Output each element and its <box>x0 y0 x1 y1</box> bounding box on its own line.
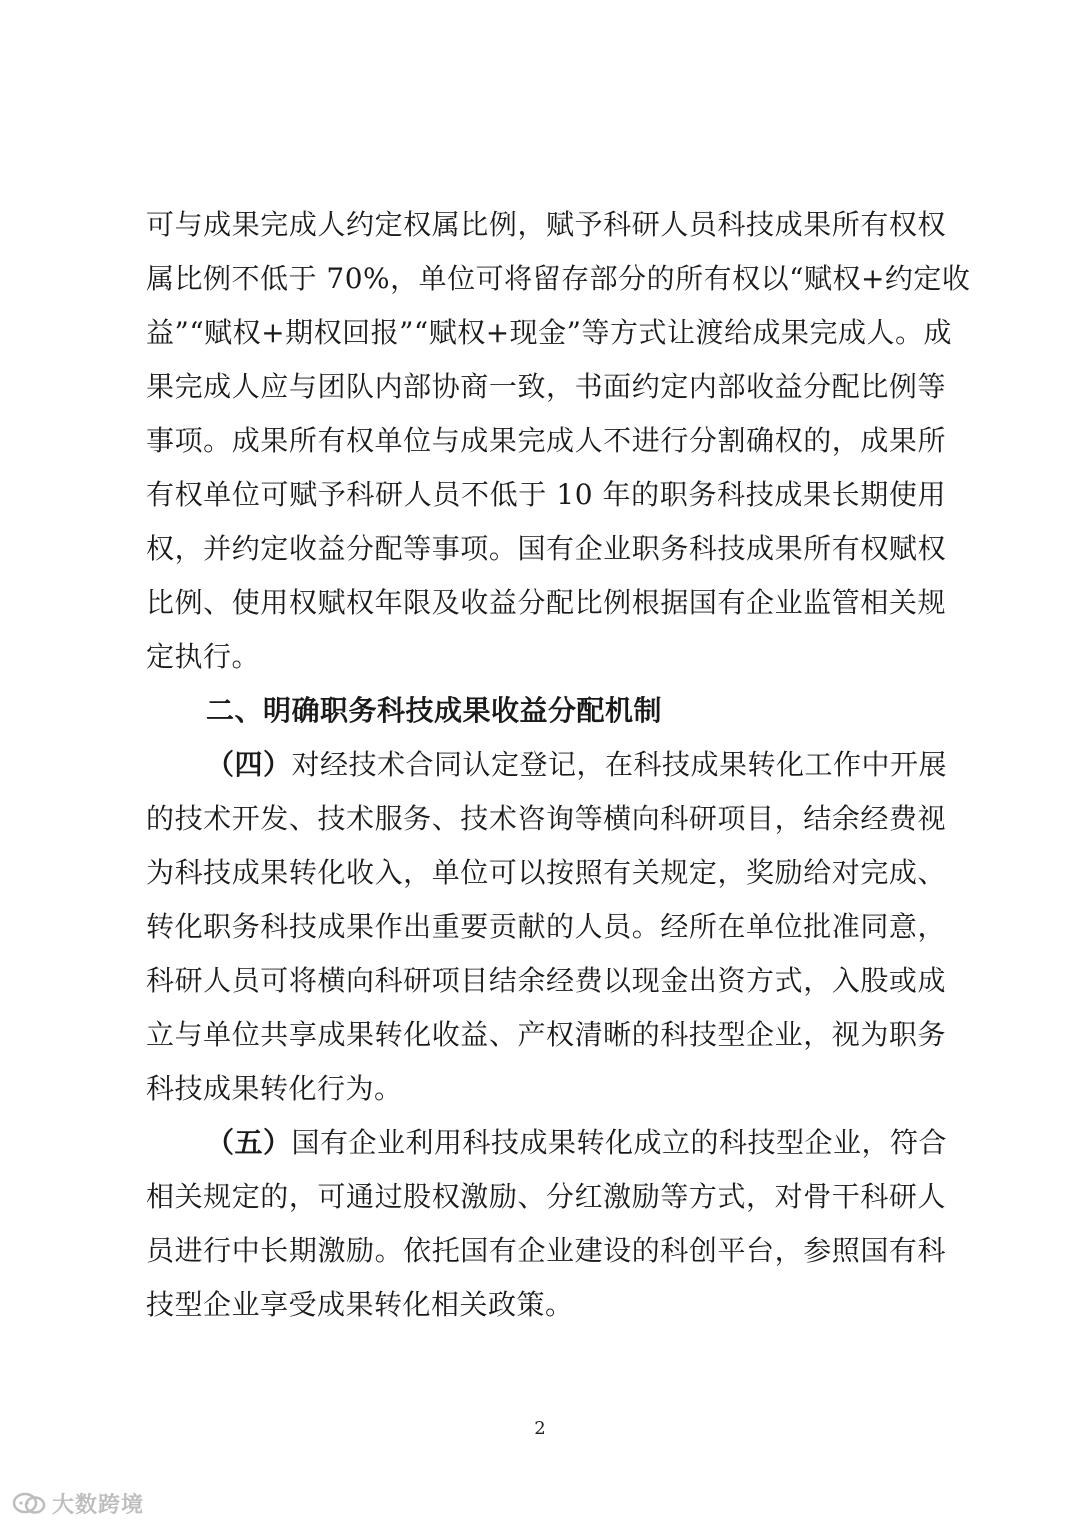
paragraph-first-line <box>146 1116 946 1170</box>
document-body <box>146 198 971 1332</box>
watermark-text: 大数跨境 <box>52 1493 145 1518</box>
paragraph-line: 定执行。 <box>146 640 261 673</box>
paragraph-line: 属比例不低于 70%，单位可将留存部分的所有权以“赋权+约定收 <box>146 262 971 295</box>
paragraph-line: 益”“赋权+期权回报”“赋权+现金”等方式让渡给成果完成人。成 <box>146 316 952 349</box>
paragraph-line: 技型企业享受成果转化相关政策。 <box>146 1288 574 1321</box>
paragraph-line: 有权单位可赋予科研人员不低于 10 年的职务科技成果长期使用 <box>146 478 946 511</box>
paragraph-line: 权，并约定收益分配等事项。国有企业职务科技成果所有权赋权 <box>146 532 946 565</box>
paragraph-line: 可与成果完成人约定权属比例，赋予科研人员科技成果所有权权 <box>146 208 946 241</box>
paragraph-line: 立与单位共享成果转化收益、产权清晰的科技型企业，视为职务 <box>146 1018 946 1051</box>
paragraph-line: 比例、使用权赋权年限及收益分配比例根据国有企业监管相关规 <box>146 586 946 619</box>
paragraph-line: 事项。成果所有权单位与成果完成人不进行分割确权的，成果所 <box>146 424 946 457</box>
watermark <box>12 1488 144 1519</box>
paragraph-line: 相关规定的，可通过股权激励、分红激励等方式，对骨干科研人 <box>146 1180 946 1213</box>
paragraph-text: 对经技术合同认定登记，在科技成果转化工作中开展 <box>291 748 948 781</box>
paragraph-line: 科研人员可将横向科研项目结余经费以现金出资方式，入股或成 <box>146 964 946 997</box>
paragraph-first-line <box>146 738 946 792</box>
paragraph-text: 国有企业利用科技成果转化成立的科技型企业，符合 <box>291 1126 948 1159</box>
item-number-four: （四） <box>206 748 292 781</box>
paragraph-line: 科技成果转化行为。 <box>146 1072 403 1105</box>
paragraph-line: 转化职务科技成果作出重要贡献的人员。经所在单位批准同意， <box>146 910 946 943</box>
section-heading: 二、明确职务科技成果收益分配机制 <box>206 694 663 727</box>
paragraph-line: 为科技成果转化收入，单位可以按照有关规定，奖励给对完成、 <box>146 856 946 889</box>
paragraph-line: 员进行中长期激励。依托国有企业建设的科创平台，参照国有科 <box>146 1234 946 1267</box>
paragraph-line: 果完成人应与团队内部协商一致，书面约定内部收益分配比例等 <box>146 370 946 403</box>
paragraph-line: 的技术开发、技术服务、技术咨询等横向科研项目，结余经费视 <box>146 802 946 835</box>
page-number: 2 <box>534 1418 546 1439</box>
item-number-five: （五） <box>206 1126 292 1159</box>
chat-bubble-icon <box>12 1491 46 1517</box>
